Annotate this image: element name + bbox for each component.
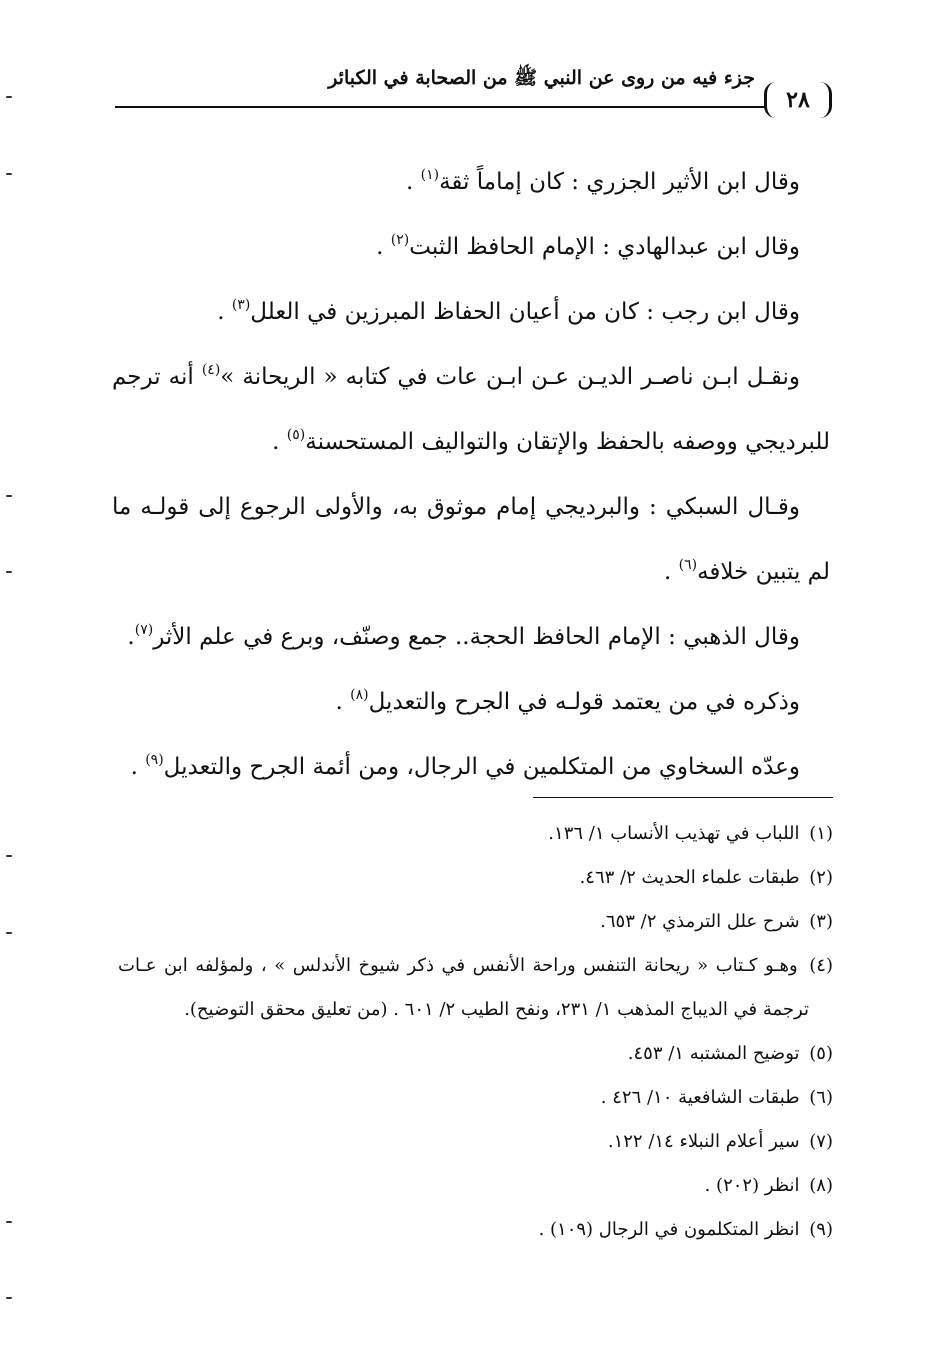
- scan-speck: [6, 855, 12, 857]
- scan-speck: [6, 1297, 12, 1299]
- main-text: [112, 150, 830, 800]
- footnote-ref[interactable]: (٩): [145, 752, 164, 768]
- footnotes: [118, 812, 833, 1252]
- paragraph: وقال الذهبي : الإمام الحافظ الحجة.. جمع وصنّف، وبرع في علم الأثر$^{(٧)}$.: [127, 622, 800, 650]
- footnote-number: (٩): [809, 1219, 833, 1240]
- header-rule: [115, 106, 828, 108]
- running-header: [115, 58, 828, 113]
- footnote: (١) اللباب في تهذيب الأنساب ١/ ١٣٦.: [548, 823, 833, 844]
- paragraph: ونقـل ابـن ناصـر الديـن عـن ابـن عات في كتابه « الريحانة »$^{(٤)}$ أنه ترجم للبرديجي ووصفه بالحفظ والإتقان والتواليف المستحسنة$^{(٥)}$ .: [112, 362, 830, 455]
- footnote-number: (٦): [809, 1087, 833, 1108]
- footnote-number: (٢): [809, 867, 833, 888]
- scan-speck: [6, 96, 12, 98]
- footnote-ref[interactable]: (٥): [286, 427, 306, 443]
- footnote: (٩) انظر المتكلمون في الرجال (١٠٩) .: [538, 1219, 833, 1240]
- footnote-ref[interactable]: (٦): [678, 557, 698, 573]
- footnote-separator: [533, 797, 833, 798]
- footnote-number: (١): [809, 823, 833, 844]
- footnote: (٦) طبقات الشافعية ١٠/ ٤٢٦ .: [600, 1087, 833, 1108]
- scan-speck: [6, 495, 12, 497]
- footnote-ref[interactable]: (٣): [231, 297, 251, 313]
- header-title: جزء فيه من روى عن النبي ﷺ من الصحابة في الكبائر: [328, 67, 755, 89]
- footnote-number: (٣): [809, 911, 833, 932]
- paragraph: وذكره في من يعتمد قولـه في الجرح والتعديل$^{(٨)}$ .: [335, 687, 800, 715]
- paragraph: وعدّه السخاوي من المتكلمين في الرجال، ومن أئمة الجرح والتعديل$^{(٩)}$ .: [130, 752, 800, 780]
- footnote-ref[interactable]: (٨): [350, 687, 369, 703]
- page-number: ٢٨: [764, 82, 832, 118]
- footnote: (٤) وهـو كـتاب « ريحانة التنفس وراحة الأنفس في ذكر شيوخ الأندلس » ، ولمؤلفه ابن عـات ترجمة في الديباج المذهب ١/ ٢٣١، ونفح الطيب ٢/ ٦٠١ . (من تعليق محقق التوضيح).: [118, 955, 833, 1020]
- footnote-number: (٥): [809, 1043, 833, 1064]
- scan-speck: [6, 932, 12, 934]
- footnote: (٧) سير أعلام النبلاء ١٤/ ١٢٢.: [607, 1131, 833, 1152]
- footnote-ref[interactable]: (٧): [134, 622, 154, 638]
- scan-speck: [6, 173, 12, 175]
- footnote-ref[interactable]: (١): [420, 167, 440, 183]
- footnote: (٣) شرح علل الترمذي ٢/ ٦٥٣.: [600, 911, 833, 932]
- footnote-ref[interactable]: (٢): [390, 232, 410, 248]
- footnote-number: (٨): [809, 1175, 833, 1196]
- paragraph: وقال ابن رجب : كان من أعيان الحفاظ المبرزين في العلل$^{(٣)}$ .: [217, 297, 800, 325]
- paragraph: وقـال السبكي : والبرديجي إمام موثوق به، والأولى الرجوع إلى قولـه ما لم يتبين خلافه$^{(٦)}$ .: [112, 494, 830, 585]
- footnote: (٥) توضيح المشتبه ١/ ٤٥٣.: [627, 1043, 833, 1064]
- paragraph: وقال ابن الأثير الجزري : كان إماماً ثقة$^{(١)}$ .: [406, 167, 800, 195]
- footnote: (٨) انظر (٢٠٢) .: [704, 1175, 833, 1196]
- footnote: (٢) طبقات علماء الحديث ٢/ ٤٦٣.: [579, 867, 833, 888]
- scan-speck: [6, 571, 12, 573]
- footnote-number: (٧): [809, 1131, 833, 1152]
- footnote-number: (٤): [809, 955, 833, 976]
- footnote-ref[interactable]: (٤): [201, 362, 221, 378]
- scan-speck: [6, 1221, 12, 1223]
- paragraph: وقال ابن عبدالهادي : الإمام الحافظ الثبت$^{(٢)}$ .: [376, 232, 800, 260]
